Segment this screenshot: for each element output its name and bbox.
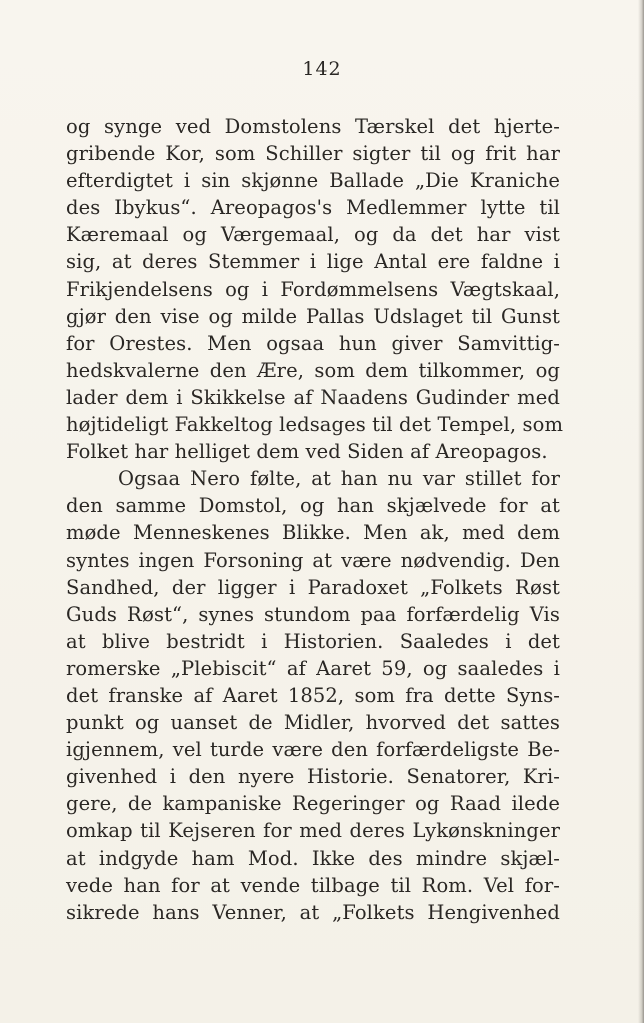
text-line: Ogsaa Nero følte, at han nu var stillet for <box>118 467 560 491</box>
text-line: sig, at deres Stemmer i lige Antal ere faldne i <box>66 250 560 274</box>
text-line: den samme Domstol, og han skjælvede for at <box>66 494 560 518</box>
text-line: Kæremaal og Værgemaal, og da det har vist <box>66 223 560 247</box>
text-line: Sandhed, der ligger i Paradoxet „Folkets Røst <box>66 575 560 599</box>
text-line: punkt og uanset de Midler, hvorved det sattes <box>66 711 560 735</box>
text-line: vede han for at vende tilbage til Rom. Vel for- <box>66 873 560 897</box>
text-line: gribende Kor, som Schiller sigter til og frit har <box>66 142 560 166</box>
text-line: omkap til Kejseren for med deres Lykønskninger <box>66 819 560 843</box>
text-line: romerske „Plebiscit“ af Aaret 59, og saaledes i <box>66 656 560 680</box>
text-line: at indgyde ham Mod. Ikke des mindre skjæl- <box>66 846 560 870</box>
text-line: for Orestes. Men ogsaa hun giver Samvittig- <box>66 331 560 355</box>
text-line: Folket har helliget dem ved Siden af Areopagos. <box>66 440 548 464</box>
text-line: syntes ingen Forsoning at være nødvendig. Den <box>66 548 560 572</box>
text-line: det franske af Aaret 1852, som fra dette Syns- <box>66 683 560 707</box>
text-line: gere, de kampaniske Regeringer og Raad ilede <box>66 792 560 816</box>
text-line: møde Menneskenes Blikke. Men ak, med dem <box>66 521 560 545</box>
text-line: givenhed i den nyere Historie. Senatorer, Kri- <box>66 765 560 789</box>
text-line: højtideligt Fakkeltog ledsages til det Tempel, som <box>66 413 564 437</box>
body-text <box>66 113 564 926</box>
text-line: Frikjendelsens og i Fordømmelsens Vægtskaal, <box>66 277 560 301</box>
text-line: des Ibykus“. Areopagos's Medlemmer lytte til <box>66 196 560 220</box>
text-line: gjør den vise og milde Pallas Udslaget til Gunst <box>66 304 560 328</box>
page-edge-shadow <box>638 0 644 1023</box>
text-line: at blive bestridt i Historien. Saaledes i det <box>66 629 560 653</box>
text-line: sikrede hans Venner, at „Folkets Hengivenhed <box>66 900 560 924</box>
text-line: Guds Røst“, synes stundom paa forfærdelig Vis <box>66 602 560 626</box>
text-line: efterdigtet i sin skjønne Ballade „Die Kraniche <box>66 169 560 193</box>
page-number: 142 <box>302 58 342 80</box>
text-line: og synge ved Domstolens Tærskel det hjerte- <box>66 115 560 138</box>
text-line: lader dem i Skikkelse af Naadens Gudinder med <box>66 385 560 409</box>
text-line: hedskvalerne den Ære, som dem tilkommer, og <box>66 358 560 382</box>
text-line: igjennem, vel turde være den forfærdeligste Be- <box>66 738 560 762</box>
